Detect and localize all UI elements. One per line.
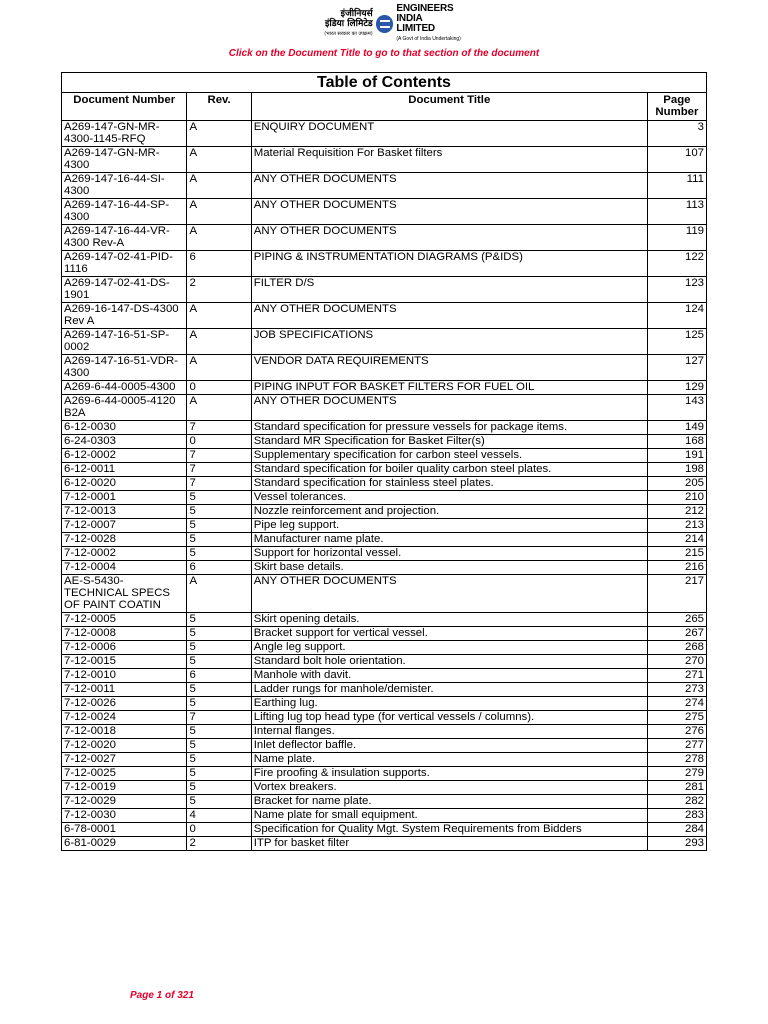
table-row (62, 303, 707, 329)
document-number-cell: 7-12-0026 (62, 697, 187, 711)
page-number-cell: 107 (647, 147, 706, 173)
revision-cell: 5 (187, 795, 251, 809)
table-row (62, 795, 707, 809)
document-title-link[interactable]: Standard specification for boiler quality carbon steel plates. (251, 463, 647, 477)
table-row (62, 477, 707, 491)
page-number-cell: 143 (647, 395, 706, 421)
page-number-cell: 270 (647, 655, 706, 669)
revision-cell: 6 (187, 251, 251, 277)
page-number-cell: 124 (647, 303, 706, 329)
page-number-cell: 282 (647, 795, 706, 809)
page-number-cell: 275 (647, 711, 706, 725)
document-title-link[interactable]: PIPING & INSTRUMENTATION DIAGRAMS (P&IDS) (251, 251, 647, 277)
table-row (62, 121, 707, 147)
document-title-link[interactable]: FILTER D/S (251, 277, 647, 303)
toc-title: Table of Contents (62, 73, 707, 93)
document-number-cell: 7-12-0019 (62, 781, 187, 795)
revision-cell: 7 (187, 463, 251, 477)
table-row (62, 739, 707, 753)
table-row (62, 449, 707, 463)
page-number-cell: 267 (647, 627, 706, 641)
table-row (62, 395, 707, 421)
table-row (62, 725, 707, 739)
document-number-cell: 7-12-0015 (62, 655, 187, 669)
revision-cell: 5 (187, 533, 251, 547)
page-number-cell: 149 (647, 421, 706, 435)
document-number-cell: A269-147-02-41-DS-1901 (62, 277, 187, 303)
document-number-cell: 6-81-0029 (62, 837, 187, 851)
toc-body (62, 121, 707, 851)
table-row (62, 767, 707, 781)
document-title-link[interactable]: ANY OTHER DOCUMENTS (251, 173, 647, 199)
revision-cell: 7 (187, 421, 251, 435)
page-number-cell: 123 (647, 277, 706, 303)
document-number-cell: A269-6-44-0005-4300 (62, 381, 187, 395)
revision-cell: 5 (187, 739, 251, 753)
table-row (62, 173, 707, 199)
revision-cell: 5 (187, 753, 251, 767)
page-number-cell: 216 (647, 561, 706, 575)
document-number-cell: A269-6-44-0005-4120 B2A (62, 395, 187, 421)
document-number-cell: 7-12-0020 (62, 739, 187, 753)
instruction-text: Click on the Document Title to go to that section of the document (228, 48, 540, 59)
column-header-document-title: Document Title (251, 93, 647, 121)
page-number-cell: 3 (647, 121, 706, 147)
document-title-link[interactable]: JOB SPECIFICATIONS (251, 329, 647, 355)
page-number-cell: 271 (647, 669, 706, 683)
document-number-cell: A269-147-16-44-SI-4300 (62, 173, 187, 199)
document-title-link[interactable]: Earthing lug. (251, 697, 647, 711)
table-row (62, 837, 707, 851)
document-title-link[interactable]: Material Requisition For Basket filters (251, 147, 647, 173)
revision-cell: A (187, 199, 251, 225)
table-row (62, 823, 707, 837)
document-number-cell: A269-147-16-44-SP-4300 (62, 199, 187, 225)
document-title-link[interactable]: Vessel tolerances. (251, 491, 647, 505)
table-row (62, 809, 707, 823)
revision-cell: 0 (187, 381, 251, 395)
table-row (62, 491, 707, 505)
document-title-link[interactable]: Skirt base details. (251, 561, 647, 575)
table-row (62, 381, 707, 395)
document-title-link[interactable]: PIPING INPUT FOR BASKET FILTERS FOR FUEL OIL (251, 381, 647, 395)
page-number-cell: 274 (647, 697, 706, 711)
logo-eng-line1: ENGINEERS (396, 3, 454, 14)
revision-cell: A (187, 225, 251, 251)
document-title-link[interactable]: Nozzle reinforcement and projection. (251, 505, 647, 519)
revision-cell: 5 (187, 519, 251, 533)
document-number-cell: A269-147-02-41-PID-1116 (62, 251, 187, 277)
page-number-cell: 213 (647, 519, 706, 533)
revision-cell: 0 (187, 823, 251, 837)
page-number-cell: 111 (647, 173, 706, 199)
document-title-link[interactable]: VENDOR DATA REQUIREMENTS (251, 355, 647, 381)
document-title-link[interactable]: Vortex breakers. (251, 781, 647, 795)
table-row (62, 199, 707, 225)
document-number-cell: A269-147-16-44-VR-4300 Rev-A (62, 225, 187, 251)
document-title-link[interactable]: Inlet deflector baffle. (251, 739, 647, 753)
page-number-cell: 122 (647, 251, 706, 277)
document-title-link[interactable]: Standard specification for pressure vessels for package items. (251, 421, 647, 435)
revision-cell: 5 (187, 697, 251, 711)
revision-cell: 5 (187, 613, 251, 627)
document-number-cell: 7-12-0027 (62, 753, 187, 767)
document-title-link[interactable]: Standard bolt hole orientation. (251, 655, 647, 669)
document-title-link[interactable]: Skirt opening details. (251, 613, 647, 627)
document-title-link[interactable]: Bracket for name plate. (251, 795, 647, 809)
revision-cell: 2 (187, 277, 251, 303)
column-header-document-number: Document Number (62, 93, 187, 121)
page-number-cell: 198 (647, 463, 706, 477)
page-number-cell: 281 (647, 781, 706, 795)
revision-cell: A (187, 575, 251, 613)
table-row (62, 355, 707, 381)
page-number-cell: 205 (647, 477, 706, 491)
revision-cell: 5 (187, 547, 251, 561)
document-title-link[interactable]: Angle leg support. (251, 641, 647, 655)
table-row (62, 547, 707, 561)
document-number-cell: 7-12-0025 (62, 767, 187, 781)
page-number-cell: 293 (647, 837, 706, 851)
document-title-link[interactable]: Name plate. (251, 753, 647, 767)
document-number-cell: 6-12-0002 (62, 449, 187, 463)
document-number-cell: 7-12-0011 (62, 683, 187, 697)
document-title-link[interactable]: ANY OTHER DOCUMENTS (251, 303, 647, 329)
table-of-contents (61, 72, 707, 851)
page-number-cell: 268 (647, 641, 706, 655)
logo-hindi-line2: इंडिया लिमिटेड (324, 19, 373, 29)
table-row (62, 641, 707, 655)
logo-hindi-line1: इंजीनियर्स (340, 9, 373, 19)
column-header-rev: Rev. (187, 93, 251, 121)
table-row (62, 147, 707, 173)
page-number-cell: 129 (647, 381, 706, 395)
emblem-icon (376, 15, 394, 33)
document-number-cell: 7-12-0028 (62, 533, 187, 547)
page-number-cell: 279 (647, 767, 706, 781)
table-row (62, 753, 707, 767)
document-title-link[interactable]: Standard specification for stainless steel plates. (251, 477, 647, 491)
document-title-link[interactable]: ANY OTHER DOCUMENTS (251, 199, 647, 225)
document-number-cell: AE-S-5430-TECHNICAL SPECS OF PAINT COATIN (62, 575, 187, 613)
document-title-link[interactable]: Support for horizontal vessel. (251, 547, 647, 561)
page-number-cell: 119 (647, 225, 706, 251)
document-number-cell: A269-147-GN-MR-4300-1145-RFQ (62, 121, 187, 147)
page-number-cell: 276 (647, 725, 706, 739)
document-title-link[interactable]: ANY OTHER DOCUMENTS (251, 395, 647, 421)
page-number-cell: 277 (647, 739, 706, 753)
table-row (62, 463, 707, 477)
page-number-cell: 125 (647, 329, 706, 355)
document-number-cell: A269-16-147-DS-4300 Rev A (62, 303, 187, 329)
revision-cell: 5 (187, 683, 251, 697)
document-title-link[interactable]: Manhole with davit. (251, 669, 647, 683)
page-number-cell: 217 (647, 575, 706, 613)
document-number-cell: 6-78-0001 (62, 823, 187, 837)
revision-cell: 4 (187, 809, 251, 823)
company-logo (312, 3, 462, 42)
document-title-link[interactable]: Supplementary specification for carbon steel vessels. (251, 449, 647, 463)
table-row (62, 575, 707, 613)
document-number-cell: 6-12-0030 (62, 421, 187, 435)
table-row (62, 669, 707, 683)
document-number-cell: 7-12-0007 (62, 519, 187, 533)
table-row (62, 435, 707, 449)
document-title-link[interactable]: Standard MR Specification for Basket Filter(s) (251, 435, 647, 449)
document-number-cell: A269-147-16-51-VDR-4300 (62, 355, 187, 381)
revision-cell: 5 (187, 655, 251, 669)
revision-cell: 6 (187, 561, 251, 575)
revision-cell: 2 (187, 837, 251, 851)
document-title-link[interactable]: Fire proofing & insulation supports. (251, 767, 647, 781)
table-row (62, 329, 707, 355)
document-number-cell: 7-12-0029 (62, 795, 187, 809)
document-title-link[interactable]: ITP for basket filter (251, 837, 647, 851)
page-number-cell: 127 (647, 355, 706, 381)
revision-cell: A (187, 395, 251, 421)
document-number-cell: 7-12-0005 (62, 613, 187, 627)
table-row (62, 505, 707, 519)
document-number-cell: 7-12-0024 (62, 711, 187, 725)
document-number-cell: A269-147-GN-MR-4300 (62, 147, 187, 173)
document-number-cell: 7-12-0004 (62, 561, 187, 575)
document-title-link[interactable]: Pipe leg support. (251, 519, 647, 533)
revision-cell: A (187, 121, 251, 147)
document-number-cell: 7-12-0002 (62, 547, 187, 561)
page-number-cell: 212 (647, 505, 706, 519)
logo-eng-sub: (A Govt of India Undertaking) (396, 36, 461, 42)
revision-cell: 5 (187, 725, 251, 739)
document-title-link[interactable]: ANY OTHER DOCUMENTS (251, 225, 647, 251)
table-row (62, 251, 707, 277)
column-header-page-number: Page Number (647, 93, 706, 121)
revision-cell: 7 (187, 711, 251, 725)
document-title-link[interactable]: Lifting lug top head type (for vertical vessels / columns). (251, 711, 647, 725)
page-number-cell: 168 (647, 435, 706, 449)
page-indicator: Page 1 of 321 (130, 990, 194, 1001)
revision-cell: 7 (187, 449, 251, 463)
table-row (62, 421, 707, 435)
document-number-cell: 7-12-0013 (62, 505, 187, 519)
document-number-cell: 7-12-0010 (62, 669, 187, 683)
document-number-cell: 6-24-0303 (62, 435, 187, 449)
revision-cell: 7 (187, 477, 251, 491)
revision-cell: A (187, 147, 251, 173)
revision-cell: A (187, 173, 251, 199)
table-row (62, 655, 707, 669)
revision-cell: A (187, 329, 251, 355)
revision-cell: 5 (187, 641, 251, 655)
revision-cell: 5 (187, 627, 251, 641)
revision-cell: A (187, 303, 251, 329)
table-row (62, 277, 707, 303)
table-row (62, 519, 707, 533)
document-title-link[interactable]: Name plate for small equipment. (251, 809, 647, 823)
page-number-cell: 210 (647, 491, 706, 505)
page-number-cell: 113 (647, 199, 706, 225)
table-row (62, 533, 707, 547)
document-title-link[interactable]: Bracket support for vertical vessel. (251, 627, 647, 641)
document-number-cell: 7-12-0018 (62, 725, 187, 739)
revision-cell: A (187, 355, 251, 381)
page-number-cell: 191 (647, 449, 706, 463)
revision-cell: 0 (187, 435, 251, 449)
table-row (62, 561, 707, 575)
page-number-cell: 214 (647, 533, 706, 547)
table-row (62, 225, 707, 251)
page-number-cell: 273 (647, 683, 706, 697)
document-number-cell: 7-12-0030 (62, 809, 187, 823)
revision-cell: 5 (187, 767, 251, 781)
logo-eng-line2: INDIA LIMITED (396, 13, 435, 34)
table-row (62, 627, 707, 641)
document-number-cell: 7-12-0006 (62, 641, 187, 655)
logo-hindi-text (312, 9, 373, 39)
revision-cell: 6 (187, 669, 251, 683)
logo-hindi-sub: (भारत सरकार का उपक्रम) (324, 31, 373, 37)
document-number-cell: 7-12-0008 (62, 627, 187, 641)
document-number-cell: 6-12-0020 (62, 477, 187, 491)
document-title-link[interactable]: ANY OTHER DOCUMENTS (251, 575, 647, 613)
revision-cell: 5 (187, 491, 251, 505)
document-number-cell: 6-12-0011 (62, 463, 187, 477)
table-row (62, 711, 707, 725)
table-row (62, 781, 707, 795)
document-title-link[interactable]: Manufacturer name plate. (251, 533, 647, 547)
toc-header-row (62, 93, 707, 121)
page-number-cell: 215 (647, 547, 706, 561)
document-number-cell: 7-12-0001 (62, 491, 187, 505)
document-title-link[interactable]: Ladder rungs for manhole/demister. (251, 683, 647, 697)
table-row (62, 683, 707, 697)
page-number-cell: 265 (647, 613, 706, 627)
document-title-link[interactable]: Specification for Quality Mgt. System Requirements from Bidders (251, 823, 647, 837)
document-title-link[interactable]: ENQUIRY DOCUMENT (251, 121, 647, 147)
page-number-cell: 283 (647, 809, 706, 823)
revision-cell: 5 (187, 505, 251, 519)
page-number-cell: 284 (647, 823, 706, 837)
revision-cell: 5 (187, 781, 251, 795)
page-number-cell: 278 (647, 753, 706, 767)
document-title-link[interactable]: Internal flanges. (251, 725, 647, 739)
toc-title-row (62, 73, 707, 93)
document-number-cell: A269-147-16-51-SP-0002 (62, 329, 187, 355)
table-row (62, 697, 707, 711)
logo-english-text (396, 4, 462, 44)
table-row (62, 613, 707, 627)
